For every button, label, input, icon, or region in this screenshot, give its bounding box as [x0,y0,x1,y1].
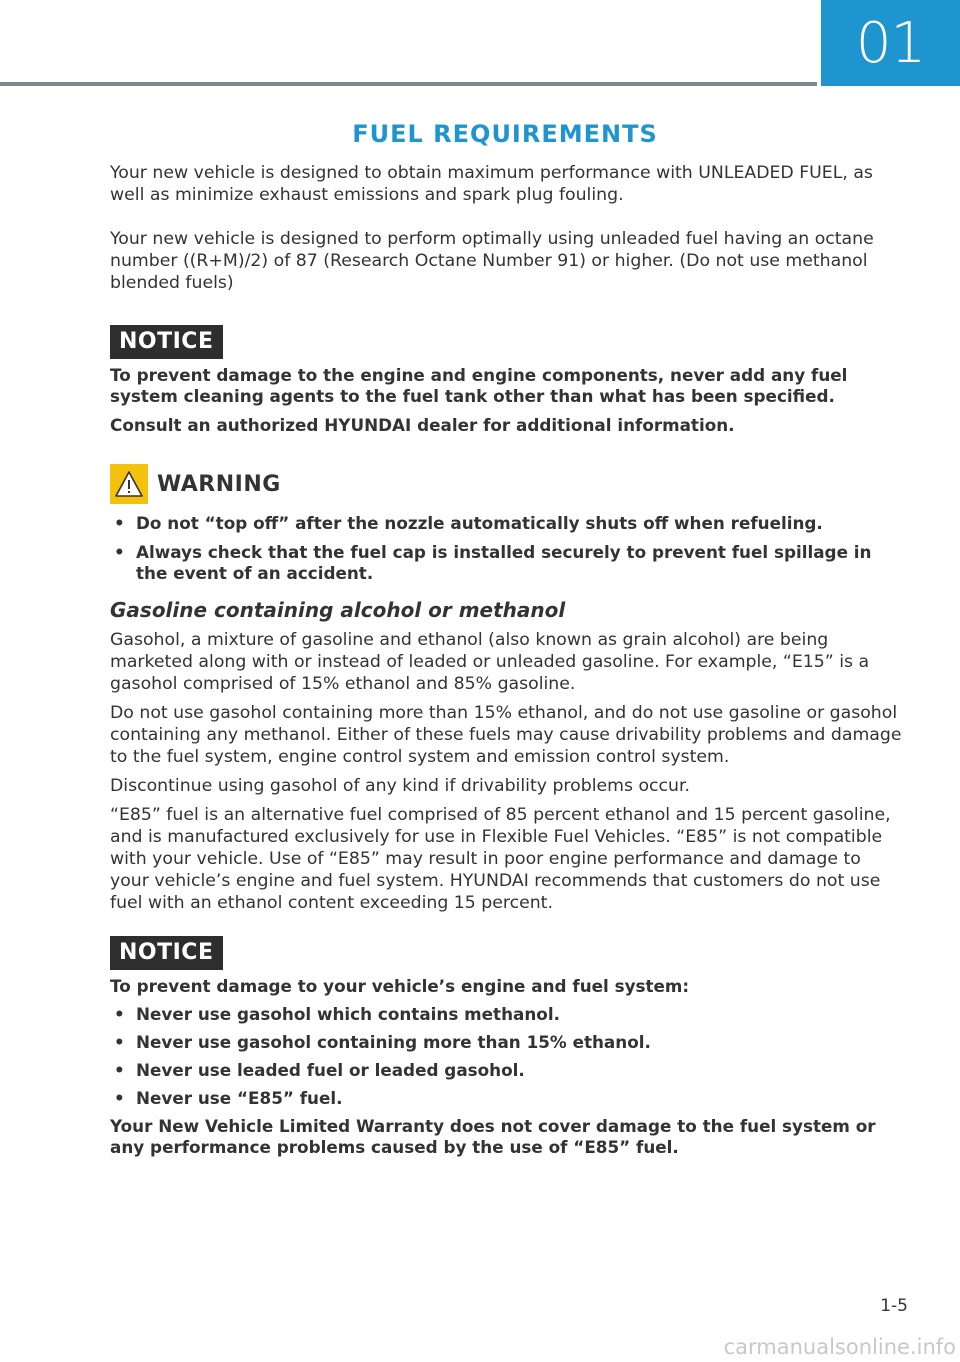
warning-item: • Always check that the fuel cap is installed securely to prevent fuel spillage in the event of an accident. [110,542,905,584]
watermark-text: carmanualsonline.info [723,1335,956,1359]
warning-item: • Do not “top off” after the nozzle automatically shuts off when refueling. [110,513,905,534]
section-body [110,629,905,914]
notice-badge: NOTICE [110,325,223,359]
header-rule [0,82,817,86]
page-number: 1-5 [880,1296,908,1316]
notice-item: • Never use gasohol which contains methanol. [110,1004,905,1025]
watermark [0,1332,960,1362]
notice-line: To prevent damage to the engine and engine components, never add any fuel system cleaning agents to the fuel tank other than what has been specified. [110,365,848,406]
warning-triangle-icon [110,464,148,504]
notice-list [110,1004,905,1109]
body-paragraph: Discontinue using gasohol of any kind if drivability problems occur. [110,776,690,796]
body-paragraph: Gasohol, a mixture of gasoline and ethanol (also known as grain alcohol) are being marketed along with or instead of leaded or unleaded gasoline. For example, “E15” is a gasohol comprised of 15% ethanol and 85% gasoline. [110,630,870,694]
warning-box [110,464,905,584]
warning-header [110,464,905,504]
notice-box [110,936,905,1158]
notice-item: • Never use “E85” fuel. [110,1088,905,1109]
page-content [110,162,905,1165]
notice-text [110,365,905,436]
notice-line: Consult an authorized HYUNDAI dealer for additional information. [110,415,735,435]
warning-list [110,513,905,584]
section-heading: Gasoline containing alcohol or methanol [110,598,566,622]
body-paragraph: Do not use gasohol containing more than 15% ethanol, and do not use gasoline or gasohol containing any methanol. Either of these fuels may cause drivability problems and damage to the fuel system, engine control system and emission control system. [110,703,902,767]
notice-box [110,325,905,436]
notice-item: • Never use gasohol containing more than 15% ethanol. [110,1032,905,1053]
notice-item: • Never use leaded fuel or leaded gasohol. [110,1060,905,1081]
warning-label: WARNING [157,471,281,497]
notice-badge: NOTICE [110,936,223,970]
notice-footer: Your New Vehicle Limited Warranty does not cover damage to the fuel system or any performance problems caused by the use of “E85” fuel. [110,1116,876,1157]
chapter-number: 01 [855,10,926,76]
notice-intro: To prevent damage to your vehicle’s engine and fuel system: [110,976,690,996]
intro-paragraph: Your new vehicle is designed to perform optimally using unleaded fuel having an octane number ((R+M)/2) of 87 (Research Octane Number 91) or higher. (Do not use methanol blended fuels) [110,229,874,293]
body-paragraph: “E85” fuel is an alternative fuel comprised of 85 percent ethanol and 15 percent gasoline, and is manufactured exclusively for use in Flexible Fuel Vehicles. “E85” is not compatible with your vehicle. Use of “E85” may result in poor engine performance and damage to your vehicle’s engine and fuel system. HYUNDAI recommends that customers do not use fuel with an ethanol content exceeding 15 percent. [110,805,891,913]
notice-text [110,976,905,1158]
intro-paragraph: Your new vehicle is designed to obtain maximum performance with UNLEADED FUEL, as well as minimize exhaust emissions and spark plug fouling. [110,163,873,205]
chapter-tab [821,0,960,86]
page-title: FUEL REQUIREMENTS [352,120,658,148]
